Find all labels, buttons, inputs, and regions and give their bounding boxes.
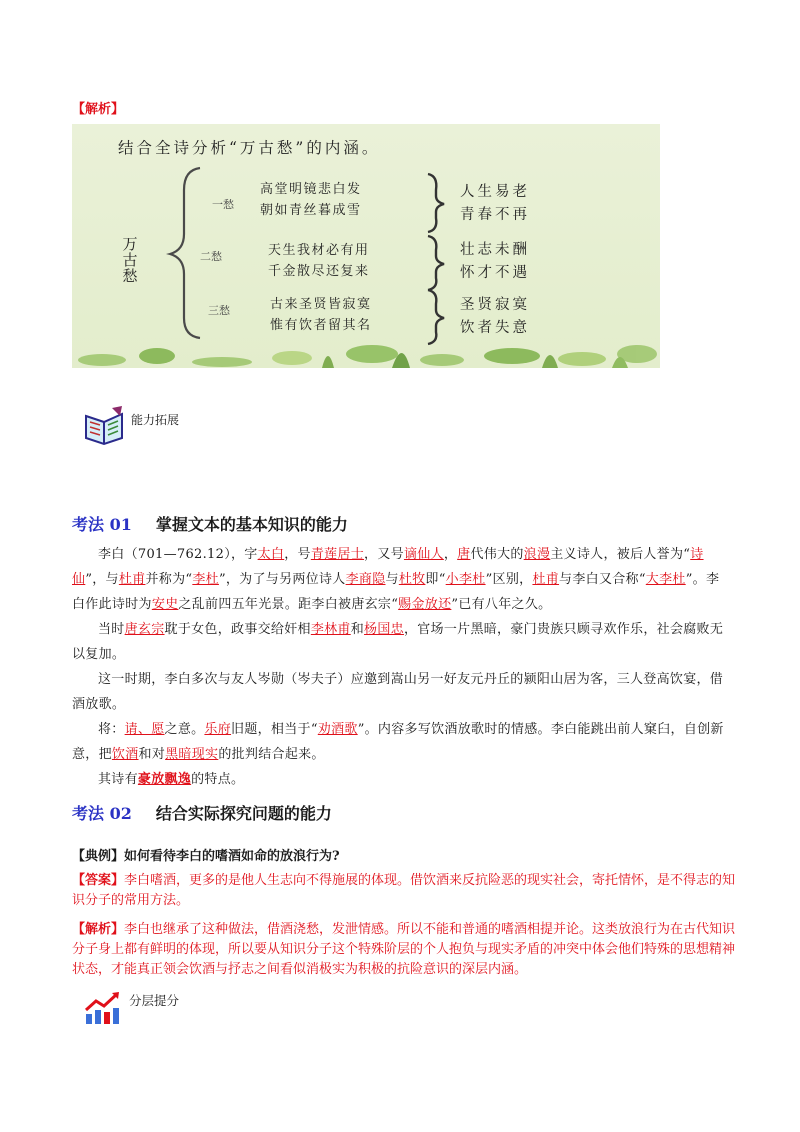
answer-block: 【答案】李白嗜酒，更多的是他人生志向不得施展的体现。借饮酒来反抗险恶的现实社会，寄托情怀，是不得志的知识分子的常用方法。 <box>72 873 736 908</box>
hl-quanjiuge: 劝酒歌 <box>317 722 358 737</box>
ability-expand-label: 能力拓展 <box>131 413 180 427</box>
branch-1-result-1: 人生易老 <box>460 184 530 200</box>
hl-xiaolidu: 小李杜 <box>445 572 486 587</box>
branch-2-label: 二愁 <box>200 250 222 263</box>
hl-haofang: 豪放飘逸 <box>137 772 192 787</box>
hl-anshi: 安史 <box>151 597 179 612</box>
diagram-title: 结合全诗分析“万古愁”的内涵。 <box>118 139 381 157</box>
rising-chart-icon <box>84 990 122 1026</box>
kaofa-01-title: 掌握文本的基本知识的能力 <box>155 515 348 534</box>
hl-dalidu: 大李杜 <box>645 572 686 587</box>
hl-linfu: 李林甫 <box>310 622 351 637</box>
kaofa-01-heading <box>72 512 348 535</box>
hl-zhexian: 谪仙人 <box>403 547 444 562</box>
branch-3-line-2: 惟有饮者留其名 <box>270 318 372 333</box>
branch-3-result-1: 圣贤寂寞 <box>460 297 530 313</box>
hl-yuefu: 乐府 <box>204 722 232 737</box>
hl-lidu: 李杜 <box>192 572 219 587</box>
branch-1-result-2: 青春不再 <box>460 207 530 223</box>
hl-shixian: 诗仙 <box>72 547 704 587</box>
branch-1-line-1: 高堂明镜悲白发 <box>260 182 362 197</box>
hl-dufu: 杜甫 <box>118 572 146 587</box>
poem-analysis-diagram <box>72 124 660 368</box>
paragraph-gathering: 这一时期，李白多次与友人岑勋（岑夫子）应邀到嵩山另一好友元丹丘的颍阳山居为客，三人登高饮宴，借酒放歌。 <box>72 672 724 712</box>
analysis-block: 【解析】李白也继承了这种做法，借酒浇愁，发泄情感。所以不能和普通的嗜酒相提并论。这类放浪行为在古代知识分子身上都有鲜明的体现，所以要从知识分子这个特殊阶层的个人抱负与现实矛盾的冲突中体会他们特殊的思想精神状态，才能真正领会饮酒与抒志之间看似消极实为积极的抗险意识的深层内涵。 <box>72 922 736 977</box>
branch-1-line-2: 朝如青丝暮成雪 <box>260 203 362 218</box>
kaofa-01-number: 考法 01 <box>72 515 132 534</box>
branch-2-result-2: 怀才不遇 <box>460 265 530 281</box>
hl-qing: 请、愿 <box>124 722 165 737</box>
layered-score-label: 分层提分 <box>129 993 180 1008</box>
hl-yinjiu: 饮酒 <box>111 747 139 762</box>
hl-lishangyin: 李商隐 <box>345 572 386 587</box>
paragraph-li-bai-bio: 李白（701—762.12），字太白，号青莲居士，又号谪仙人，唐代伟大的浪漫主义诗人，被后人誉为“诗仙”，与杜甫并称为“李杜”，为了与另两位诗人李商隐与杜牧即“小李杜”区别，杜甫与李白又合称“大李杜”。李白作此诗时为安史之乱前四五年光景。距李白被唐玄宗“赐金放还”已有八年之久。 <box>72 547 720 612</box>
branch-3-result-2: 饮者失意 <box>460 320 530 336</box>
branch-1-label: 一愁 <box>212 198 234 211</box>
hl-taibai: 太白 <box>257 547 285 562</box>
hl-guozhong: 杨国忠 <box>364 622 404 637</box>
hl-heian: 黑暗现实 <box>165 747 219 762</box>
branch-3-line-1: 古来圣贤皆寂寞 <box>270 297 372 312</box>
brace-3 <box>428 290 444 344</box>
branch-3-label: 三愁 <box>208 304 230 317</box>
analysis-header: 【解析】 <box>72 102 125 117</box>
paragraph-political-context: 当时唐玄宗耽于女色，政事交给奸相李林甫和杨国忠，官场一片黑暗，豪门贵族只顾寻欢作乐，社会腐败无以复加。 <box>72 622 724 662</box>
example-question: 【典例】如何看待李白的嗜酒如命的放浪行为? <box>72 849 340 864</box>
hl-dumu: 杜牧 <box>398 572 426 587</box>
kaofa-02-heading <box>72 801 332 824</box>
paragraph-title-meaning: 将：请、愿之意。乐府旧题，相当于“劝酒歌”。内容多写饮酒放歌时的情感。李白能跳出前人窠臼，自创新意，把饮酒和对黑暗现实的批判结合起来。 <box>72 722 724 762</box>
open-book-icon <box>82 404 126 446</box>
brace-1 <box>428 174 444 232</box>
hl-xuanzong: 唐玄宗 <box>124 622 165 637</box>
brace-2 <box>428 236 444 290</box>
branch-2-line-1: 天生我材必有用 <box>268 243 370 258</box>
hl-dufu-2: 杜甫 <box>532 572 560 587</box>
hl-tang: 唐 <box>457 547 471 562</box>
kaofa-02-number: 考法 02 <box>72 804 132 823</box>
hl-cijin: 赐金放还 <box>398 597 452 612</box>
branch-2-result-1: 壮志未酬 <box>460 242 530 258</box>
kaofa-02-title: 结合实际探究问题的能力 <box>155 804 332 823</box>
hl-qinglian: 青莲居士 <box>310 547 365 562</box>
main-brace <box>170 168 200 338</box>
branch-2-line-2: 千金散尽还复来 <box>268 264 370 279</box>
diagram-root-label: 万古愁 <box>122 235 138 285</box>
hl-langman: 浪漫 <box>523 547 551 562</box>
grass-decoration <box>78 345 657 368</box>
paragraph-style: 其诗有豪放飘逸的特点。 <box>98 772 245 787</box>
